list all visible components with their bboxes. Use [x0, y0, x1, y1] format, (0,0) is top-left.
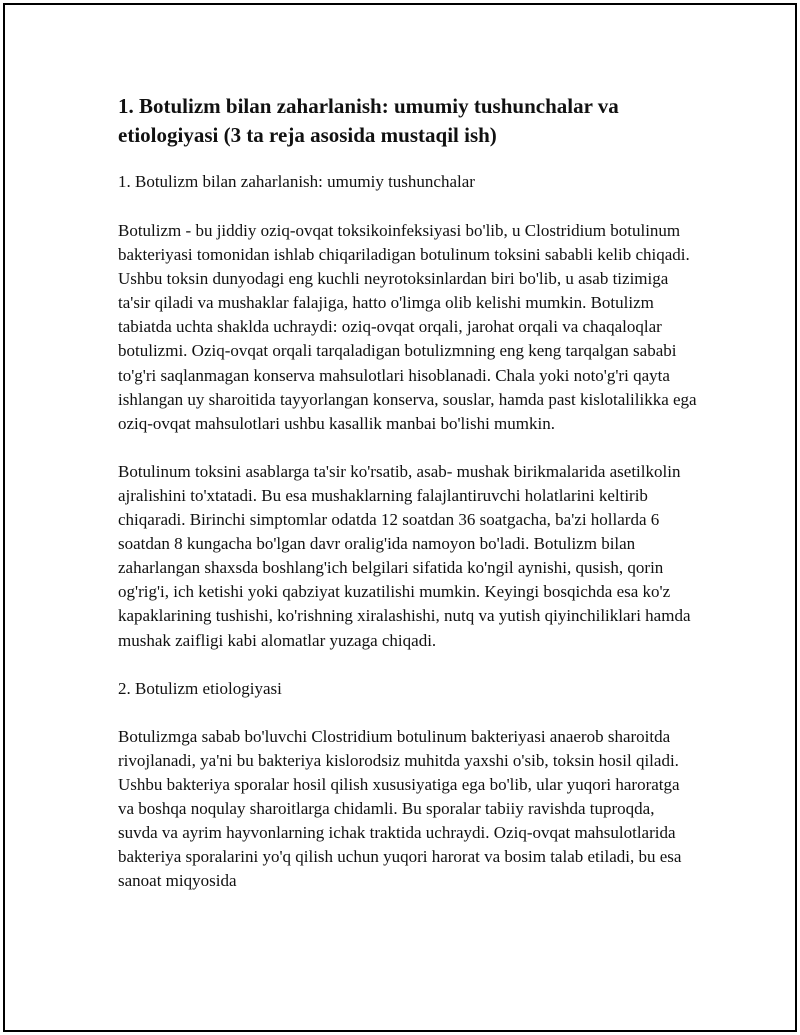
section-title-1: 1. Botulizm bilan zaharlanish: umumiy tushunchalar: [118, 172, 475, 191]
paragraph-2: Botulinum toksini asablarga ta'sir ko'rsatib, asab- mushak birikmalarida asetilkolin ajralishini to'xtatadi. Bu esa mushaklarning falajlantiruvchi holatlarini keltirib chiqaradi. Birinchi simptomlar odatda 12 soatdan 36 soatgacha, ba'zi hollarda 6 soatdan 8 kungacha bo'lgan davr oralig'ida namoyon bo'ladi. Botulizm bilan zaharlangan shaxsda boshlang'ich belgilari sifatida ko'ngil aynishi, qusish, qorin og'rig'i, ich ketishi yoki qabziyat kuzatilishi mumkin. Keyingi bosqichda esa ko'z kapaklarining tushishi, ko'rishning xiralashishi, nutq va yutish qiyinchiliklari hamda mushak zaifligi kabi alomatlar yuzaga chiqadi.: [118, 461, 691, 650]
paragraph-3: Botulizmga sabab bo'luvchi Clostridium botulinum bakteriyasi anaerob sharoitda rivojlanadi, ya'ni bu bakteriya kislorodsiz muhitda yaxshi o'sib, toksin hosil qiladi. Ushbu bakteriya sporalar hosil qilish xususiyatiga ega bo'lib, ular yuqori haroratga va boshqa noqulay sharoitlarga chidamli. Bu sporalar tabiiy ravishda tuproqda, suvda va ayrim hayvonlarning ichak traktida uchraydi. Oziq-ovqat mahsulotlarida bakteriya sporalarini yo'q qilish uchun yuqori harorat va bosim talab etiladi, bu esa sanoat miqyosida: [118, 726, 682, 891]
paragraph-1: Botulizm - bu jiddiy oziq-ovqat toksikoinfeksiyasi bo'lib, u Clostridium botulinum bakteriyasi tomonidan ishlab chiqariladigan botulinum toksini sababli kelib chiqadi. Ushbu toksin dunyodagi eng kuchli neyrotoksinlardan biri bo'lib, u asab tizimiga ta'sir qiladi va mushaklar falajiga, hatto o'limga olib kelishi mumkin. Botulizm tabiatda uchta shaklda uchraydi: oziq-ovqat orqali, jarohat orqali va chaqaloqlar botulizmi. Oziq-ovqat orqali tarqaladigan botulizmning eng keng tarqalgan sababi to'g'ri saqlanmagan konserva mahsulotlari hisoblanadi. Chala yoki noto'g'ri qayta ishlangan uy sharoitida tayyorlangan konserva, souslar, hamda past kislotalilikka ega oziq-ovqat mahsulotlari ushbu kasallik manbai bo'lishi mumkin.: [118, 221, 697, 433]
document-body: [118, 92, 698, 893]
section-title-2: 2. Botulizm etiologiyasi: [118, 678, 282, 698]
document-heading: 1. Botulizm bilan zaharlanish: umumiy tushunchalar va etiologiyasi (3 ta reja asosida mustaqil ish): [118, 94, 619, 147]
